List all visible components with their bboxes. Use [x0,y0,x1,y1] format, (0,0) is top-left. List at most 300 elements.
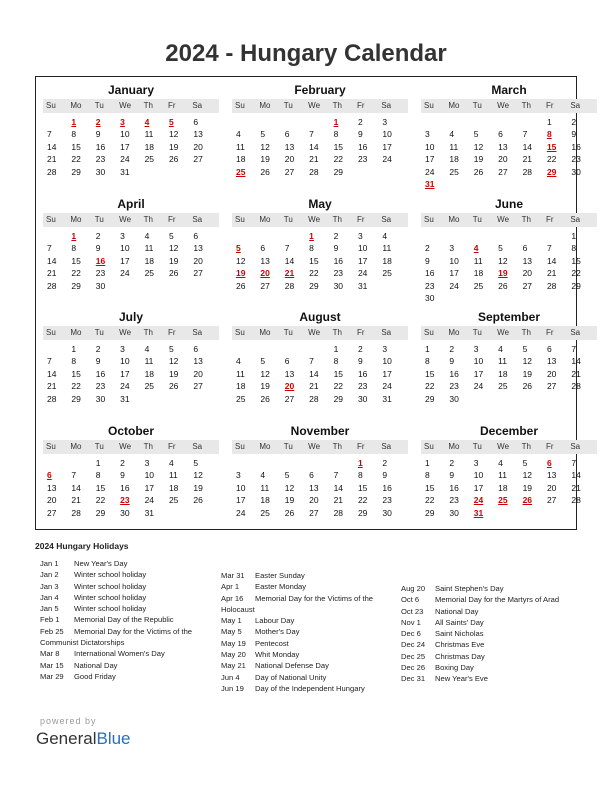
holiday-day: 1 [333,117,339,127]
day-cell: 7 [71,470,77,481]
day-cell: 20 [193,141,203,152]
calendar-grid [35,76,581,530]
day-cell: 2 [382,458,388,468]
day-cell: 10 [120,243,130,254]
day-blank [256,457,280,469]
month-november [232,422,408,519]
day-cell: 3 [120,231,125,241]
day-cell: 21 [333,495,344,506]
day-cell: 15 [333,368,344,379]
day-cell: 26 [260,166,270,177]
day-cell: 25 [144,268,155,279]
day-cell: 7 [284,243,290,254]
holiday-name: Memorial Day for the Victims of the [74,626,193,636]
weekday-label: Th [332,442,342,451]
holiday-item [221,615,373,626]
weekday-label: Tu [472,328,482,337]
day-cell: 12 [168,243,179,254]
month-may [232,195,408,292]
month-title: February [294,83,346,97]
holiday-date: Nov 1 [401,617,421,627]
day-cell: 13 [309,482,319,493]
day-cell: 18 [473,268,484,279]
day-cell: 29 [95,507,106,518]
holiday-date: Apr 1 [221,582,240,592]
weekday-header [421,326,597,340]
day-blank [256,230,280,242]
day-cell: 30 [449,393,459,404]
day-cell: 27 [309,507,319,518]
day-cell: 9 [120,470,125,481]
day-cell: 27 [260,280,270,291]
day-cell: 18 [144,368,155,379]
holiday-date: Mar 15 [40,660,64,670]
day-cell: 28 [571,381,581,392]
day-grid [232,230,408,292]
holiday-day: 31 [425,178,435,189]
weekday-label: We [497,101,510,110]
day-cell: 19 [284,495,295,506]
holiday-item [221,672,373,683]
day-cell: 14 [47,255,57,266]
day-cell: 19 [473,154,484,165]
day-cell: 28 [309,393,319,404]
holiday-day: 1 [71,117,77,127]
day-cell: 12 [168,129,179,140]
day-cell: 8 [333,356,339,367]
weekday-label: Tu [283,215,293,224]
weekday-label: Fr [545,328,554,337]
weekday-label: Th [143,215,153,224]
day-cell: 20 [546,368,557,379]
day-cell: 19 [168,255,179,266]
day-cell: 25 [382,268,392,279]
day-cell: 25 [144,154,155,165]
day-blank [519,230,543,242]
day-cell: 14 [309,368,319,379]
generalblue-logo[interactable] [36,729,131,749]
day-cell: 20 [284,154,295,165]
day-cell: 3 [473,344,479,354]
day-cell: 28 [284,280,295,291]
holiday-item [40,637,192,648]
day-cell: 13 [546,356,557,367]
day-grid [43,116,219,178]
day-cell: 15 [309,255,319,266]
day-cell: 7 [571,458,577,468]
day-cell: 28 [71,507,81,518]
day-blank [43,116,67,128]
holiday-date: Mar 8 [40,649,60,659]
weekday-label: Tu [472,442,482,451]
day-cell: 26 [284,507,295,518]
day-cell: 14 [47,141,57,152]
day-blank [305,116,329,128]
day-cell: 3 [425,129,430,140]
holiday-name: Easter Sunday [255,571,305,580]
day-cell: 7 [47,356,52,367]
day-cell: 31 [120,166,130,177]
day-cell: 17 [449,268,459,279]
day-cell: 17 [120,255,130,266]
weekday-label: We [497,442,510,451]
weekday-label: Mo [448,442,460,451]
month-title: December [479,424,539,438]
day-cell: 9 [95,129,101,140]
day-grid [43,230,219,292]
day-cell: 18 [236,154,246,165]
day-cell: 20 [522,268,533,279]
month-title: October [107,424,154,438]
holiday-date: Jan 2 [40,570,59,580]
month-september [421,308,597,405]
day-cell: 6 [284,356,290,367]
day-cell: 14 [309,141,319,152]
holiday-date: Mar 29 [40,671,64,681]
brand-name-part2: Blue [96,729,131,748]
holiday-day: 1 [357,458,363,468]
holiday-date: Jan 3 [40,581,59,591]
holiday-date: Jan 5 [40,604,59,614]
day-cell: 21 [47,268,57,279]
day-blank [470,116,494,128]
day-cell: 24 [120,154,130,165]
day-cell: 17 [144,482,155,493]
holiday-day: 25 [236,166,246,177]
day-cell: 23 [95,154,106,165]
weekday-label: Su [46,101,56,110]
day-cell: 27 [522,280,533,291]
day-cell: 16 [382,482,392,493]
holiday-day: 15 [546,141,557,152]
day-cell: 11 [382,243,392,254]
weekday-label: Fr [545,442,554,451]
day-cell: 3 [382,117,388,127]
weekday-label: Su [46,215,56,224]
day-blank [232,116,256,128]
day-cell: 28 [47,280,57,291]
day-cell: 26 [236,280,246,291]
holiday-item [401,628,559,639]
day-cell: 21 [522,154,533,165]
holiday-name: Saint Stephen's Day [435,584,504,593]
weekday-label: Th [143,101,153,110]
day-blank [494,116,518,128]
weekday-label: Mo [70,328,82,337]
holidays-heading: 2024 Hungary Holidays [35,541,129,551]
day-cell: 10 [236,482,246,493]
day-cell: 18 [260,495,270,506]
holiday-name: Holocaust [221,604,255,614]
day-cell: 9 [357,356,363,367]
day-cell: 13 [193,356,203,367]
day-blank [43,230,67,242]
weekday-label: We [119,442,132,451]
day-cell: 22 [333,154,344,165]
day-cell: 12 [193,470,203,481]
day-cell: 29 [425,393,435,404]
day-cell: 8 [71,356,77,367]
holiday-date: Mar 31 [221,571,245,580]
holiday-day: 5 [168,117,174,127]
holiday-date: Aug 20 [401,584,426,593]
day-cell: 10 [357,243,368,254]
weekday-label: We [308,442,321,451]
day-cell: 12 [284,482,295,493]
month-june [421,195,597,304]
holiday-name: New Year's Eve [435,674,488,684]
holiday-day: 2 [95,117,101,127]
weekday-label: Su [424,442,434,451]
day-grid [43,343,219,405]
holiday-item [221,604,373,615]
weekday-label: Mo [259,442,271,451]
weekday-header [43,326,219,340]
day-cell: 3 [357,231,363,241]
day-cell: 15 [571,255,581,266]
weekday-label: We [308,215,321,224]
day-cell: 31 [120,393,130,404]
holiday-name: Memorial Day of the Republic [74,615,174,625]
day-cell: 9 [425,255,430,266]
day-cell: 20 [309,495,319,506]
month-march [421,81,597,190]
holiday-day: 31 [473,507,484,518]
day-cell: 5 [193,458,199,468]
day-cell: 26 [193,495,203,506]
day-cell: 11 [144,356,154,367]
day-cell: 20 [498,154,508,165]
day-cell: 19 [260,154,270,165]
holiday-item [401,662,559,673]
holiday-item [401,583,559,594]
weekday-label: Sa [381,101,392,110]
day-cell: 26 [522,381,533,392]
day-grid [421,116,597,190]
day-cell: 27 [546,495,557,506]
day-cell: 17 [120,141,130,152]
day-cell: 21 [47,154,57,165]
holiday-item [401,673,559,684]
holiday-item [40,569,192,580]
day-cell: 5 [498,243,503,254]
holiday-item [40,603,192,614]
day-cell: 16 [571,141,581,152]
day-cell: 14 [71,482,81,493]
day-cell: 9 [449,470,455,481]
day-cell: 24 [357,268,368,279]
day-cell: 13 [193,129,203,140]
brand-name-part1: General [36,729,97,748]
day-cell: 1 [95,458,101,468]
day-cell: 22 [425,495,435,506]
holiday-name: National Day [435,606,479,616]
holiday-name: National Defense Day [255,661,329,671]
day-grid [421,457,597,519]
weekday-label: We [119,215,132,224]
day-cell: 10 [449,255,459,266]
day-cell: 15 [425,482,435,493]
weekday-label: Tu [283,101,293,110]
day-cell: 27 [193,268,203,279]
month-title: January [107,83,155,97]
day-cell: 2 [333,231,339,241]
day-cell: 10 [473,356,484,367]
weekday-header [43,213,219,227]
day-cell: 6 [193,344,199,354]
day-cell: 2 [571,117,577,127]
day-cell: 18 [382,255,392,266]
holiday-date: Oct 23 [401,606,424,616]
day-cell: 18 [498,482,508,493]
day-cell: 3 [449,243,455,254]
day-cell: 3 [473,458,479,468]
holiday-name: Christmas Day [435,651,485,661]
day-cell: 28 [522,166,533,177]
day-cell: 29 [71,166,81,177]
day-cell: 12 [260,141,270,152]
day-cell: 23 [425,280,435,291]
day-cell: 1 [571,231,577,241]
day-grid [43,457,219,519]
day-grid [232,457,408,519]
holiday-list-column-1 [40,558,192,682]
weekday-label: Sa [192,215,203,224]
day-cell: 11 [144,243,154,254]
holiday-item [221,626,373,637]
day-cell: 15 [333,141,344,152]
day-cell: 28 [47,166,57,177]
month-july [43,308,219,405]
day-cell: 12 [522,356,533,367]
weekday-label: Mo [259,101,271,110]
day-grid [421,343,597,405]
day-cell: 11 [260,482,270,493]
day-cell: 14 [522,141,533,152]
day-cell: 7 [571,344,577,354]
day-cell: 21 [571,482,581,493]
day-cell: 18 [144,141,155,152]
holiday-name: All Saints' Day [435,617,484,627]
day-cell: 25 [144,381,155,392]
day-cell: 7 [47,129,52,140]
day-cell: 23 [382,495,392,506]
day-cell: 13 [47,482,57,493]
month-title: July [118,310,143,324]
day-cell: 26 [168,154,179,165]
day-cell: 13 [546,470,557,481]
holiday-date: Jun 19 [221,683,244,693]
holiday-date: Feb 25 [40,626,64,636]
day-cell: 21 [309,381,319,392]
day-cell: 22 [95,495,106,506]
day-cell: 4 [498,458,503,468]
day-cell: 22 [425,381,435,392]
day-cell: 13 [498,141,508,152]
day-cell: 13 [284,368,295,379]
day-cell: 18 [449,154,459,165]
holiday-name: Day of the Independent Hungary [255,683,365,693]
weekday-label: Tu [472,215,482,224]
holiday-day: 20 [260,268,270,279]
holiday-item [221,581,373,592]
day-cell: 10 [382,356,392,367]
day-blank [67,457,91,469]
holiday-day: 29 [546,166,557,177]
day-cell: 30 [571,166,581,177]
month-august [232,308,408,405]
day-cell: 29 [357,507,368,518]
day-cell: 6 [193,117,199,127]
holiday-item [40,660,192,671]
day-cell: 19 [522,368,533,379]
weekday-label: Th [521,215,531,224]
day-cell: 17 [382,368,392,379]
holiday-name: Easter Monday [255,582,307,592]
day-cell: 4 [144,344,150,354]
holiday-name: International Women's Day [74,649,165,659]
month-title: November [290,424,350,438]
day-cell: 11 [498,356,507,367]
weekday-label: Fr [356,442,365,451]
day-cell: 25 [473,280,484,291]
day-cell: 27 [498,166,508,177]
day-cell: 18 [144,255,155,266]
holiday-day: 16 [95,255,106,266]
day-cell: 10 [120,356,130,367]
weekday-label: Su [424,215,434,224]
holiday-date: Jan 1 [40,559,59,568]
day-cell: 4 [144,231,150,241]
day-cell: 25 [236,393,246,404]
weekday-label: Sa [192,101,203,110]
day-cell: 30 [95,280,106,291]
weekday-label: Su [46,442,56,451]
day-cell: 8 [71,129,77,140]
month-title: August [299,310,341,324]
day-cell: 5 [522,344,528,354]
weekday-label: Sa [381,442,392,451]
day-cell: 15 [71,368,81,379]
day-cell: 10 [382,129,392,140]
weekday-label: Mo [448,215,460,224]
holiday-day: 4 [144,117,150,127]
holiday-name: Boxing Day [435,663,474,673]
day-blank [232,230,256,242]
weekday-label: Fr [167,215,176,224]
day-cell: 21 [71,495,81,506]
holiday-date: Dec 25 [401,651,426,661]
day-cell: 15 [71,255,81,266]
holiday-day: 8 [546,129,552,140]
holiday-item [401,594,559,605]
holiday-day: 6 [546,458,552,468]
day-cell: 16 [449,482,459,493]
holiday-item [40,614,192,625]
day-cell: 4 [260,470,266,481]
day-cell: 31 [144,507,155,518]
day-cell: 29 [333,393,344,404]
day-cell: 28 [571,495,581,506]
weekday-label: Tu [472,101,482,110]
day-cell: 4 [382,231,388,241]
day-cell: 31 [382,393,392,404]
holiday-day: 6 [47,470,52,481]
day-cell: 23 [357,154,368,165]
day-cell: 13 [260,255,270,266]
day-cell: 11 [449,141,459,152]
holiday-name: Winter school holiday [74,604,147,614]
